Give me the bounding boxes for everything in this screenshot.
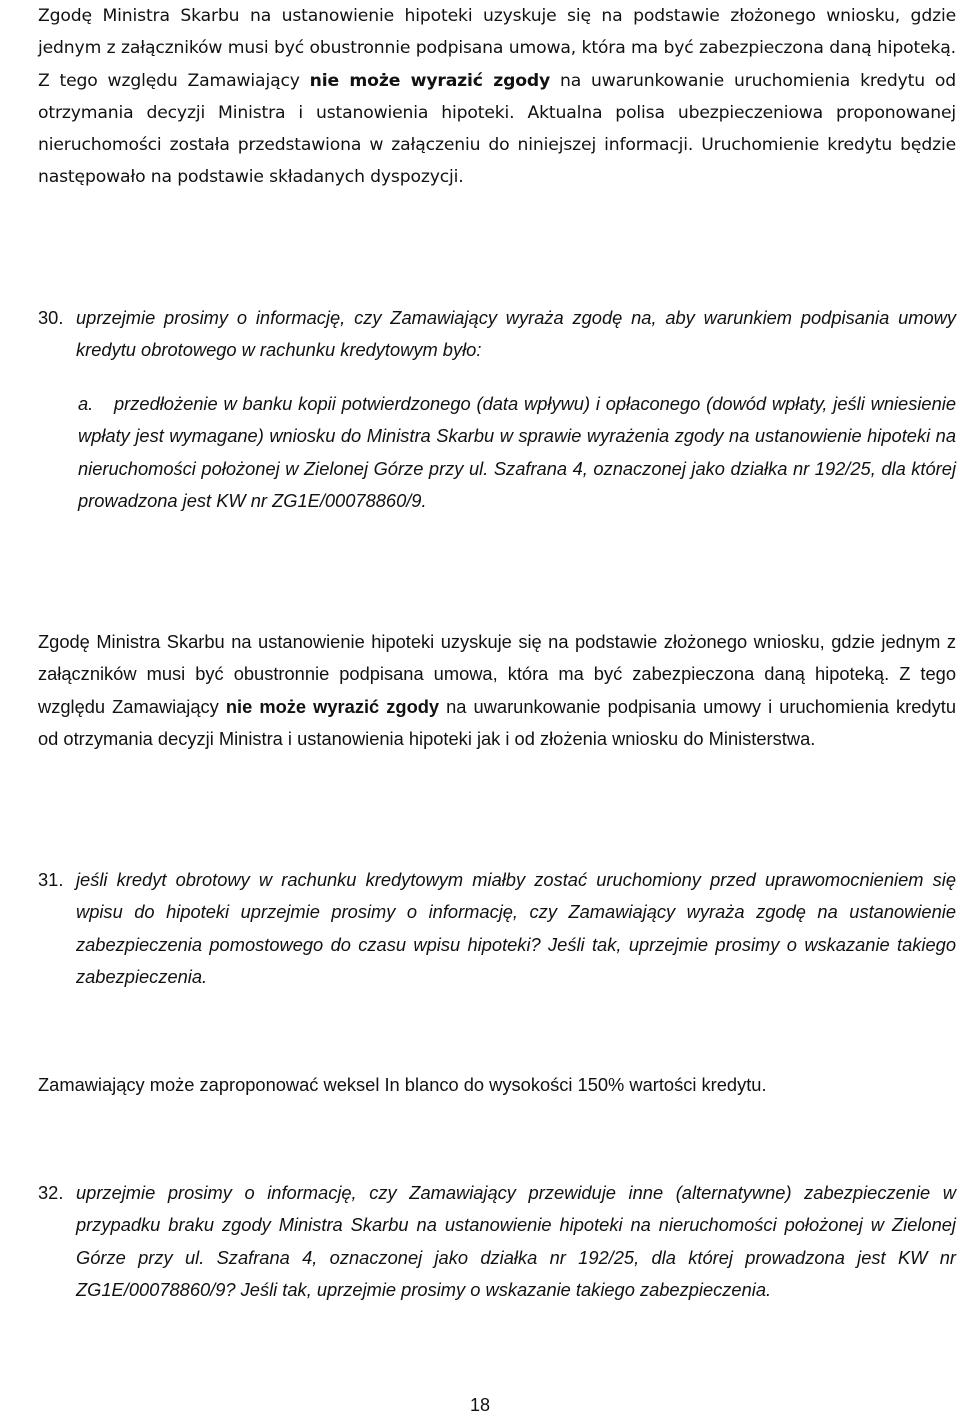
answer-30-text-b: na uwarunkowanie podpisania umowy i uruchomienia kredytu od otrzymania decyzji Ministra i ustanowienia hipoteki jak i od złożenia wniosku do Ministerstwa. — [38, 695, 956, 749]
answer-29-paragraph — [38, 0, 956, 194]
answer-29-bold: nie może wyrazić zgody — [309, 70, 551, 91]
question-30-item-text: przedłożenie w banku kopii potwierdzonego (data wpływu) i opłaconego (dowód wpłaty, jeśli wniesienie wpłaty jest wymagane) wniosku do Ministra Skarbu w sprawie wyrażenia zgody na ustanowienie hipoteki na nieruchomości położonej w Zielonej Górze przy ul. Szafrana 4, oznaczonej jako działka nr 192/25, dla której prowadzona jest KW nr ZG1E/00078860/9. — [78, 393, 956, 511]
question-30-item-label: a. — [78, 393, 94, 414]
answer-29-text-b: na uwarunkowanie uruchomienia kredytu od otrzymania decyzji Ministra i ustanowienia hipoteki. — [38, 70, 956, 123]
answer-29-text-d: Uruchomienie kredytu będzie następowało na podstawie składanych dyspozycji. — [38, 135, 956, 188]
question-32-text: uprzejmie prosimy o informację, czy Zamawiający przewiduje inne (alternatywne) zabezpieczenie w przypadku braku zgody Ministra Skarbu na ustanowienie hipoteki na nieruchomości położonej w Zielonej Górze przy ul. Szafrana 4, oznaczonej jako działka nr 192/25, dla której prowadzona jest KW nr ZG1E/00078860/9? Jeśli tak, uprzejmie prosimy o wskazanie takiego zabezpieczenia. — [76, 1182, 956, 1300]
question-30-number: 30. — [38, 307, 64, 328]
question-31 — [38, 864, 956, 993]
page-number: 18 — [469, 1395, 491, 1415]
question-32 — [38, 1177, 956, 1306]
question-31-text: jeśli kredyt obrotowy w rachunku kredytowym miałby zostać uruchomiony przed uprawomocnieniem się wpisu do hipoteki uprzejmie prosimy o informację, czy Zamawiający wyraża zgodę na ustanowienie zabezpieczenia pomostowego do czasu wpisu hipoteki? Jeśli tak, uprzejmie prosimy o wskazanie takiego zabezpieczenia. — [76, 869, 956, 987]
question-30-text: uprzejmie prosimy o informację, czy Zamawiający wyraża zgodę na, aby warunkiem podpisania umowy kredytu obrotowego w rachunku kredytowym było: — [76, 307, 956, 361]
answer-30-bold: nie może wyrazić zgody — [225, 695, 440, 717]
answer-31-text: Zamawiający może zaproponować weksel In blanco do wysokości 150% wartości kredytu. — [38, 1074, 767, 1095]
answer-30-text-a: Zgodę Ministra Skarbu na ustanowienie hipoteki uzyskuje się na podstawie złożonego wniosku, gdzie jednym z załączników musi być obustronnie podpisana umowa, która ma być zabezpieczona daną hipoteką. Z tego względu Zamawiający — [38, 631, 956, 717]
question-32-number: 32. — [38, 1182, 64, 1203]
answer-29-text-c: Aktualna polisa ubezpieczeniowa proponowanej nieruchomości została przedstawiona w załączeniu do niniejszej informacji. — [38, 102, 956, 156]
question-30-item-a — [78, 388, 956, 517]
answer-30-paragraph — [38, 626, 956, 755]
question-30 — [38, 302, 956, 367]
answer-31-paragraph — [38, 1069, 956, 1101]
answer-29-text-a: Zgodę Ministra Skarbu na ustanowienie hipoteki uzyskuje się na podstawie złożonego wniosku, gdzie jednym z załączników musi być obustronnie podpisana umowa, która ma być zabezpieczona daną hipoteką. Z tego względu Zamawiający — [38, 6, 956, 91]
question-31-number: 31. — [38, 869, 64, 890]
